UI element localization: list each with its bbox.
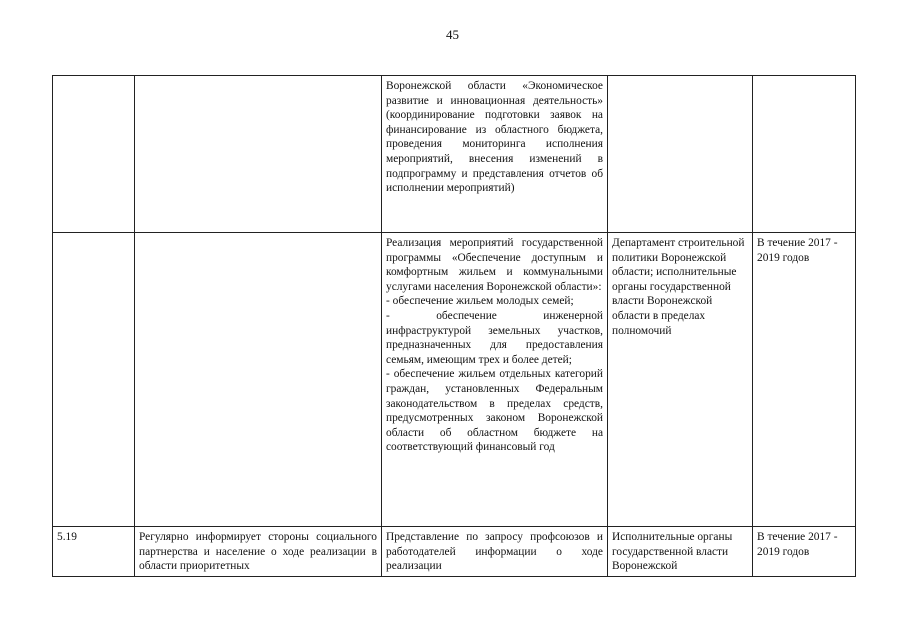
table-row — [53, 76, 856, 233]
term-cell — [753, 233, 856, 527]
activity-paragraph: - обеспечение инженерной инфраструктурой земельных участков, предназначенных для предоставления семьям, имеющим трех и более детей; — [386, 309, 603, 366]
activity-paragraph: - обеспечение жильем молодых семей; — [386, 295, 574, 308]
description-cell — [135, 76, 382, 233]
activity-cell — [382, 76, 608, 233]
page-number: 45 — [446, 27, 459, 42]
term-cell — [753, 76, 856, 233]
measures-table — [52, 75, 856, 577]
row-number-cell — [53, 76, 135, 233]
activity-cell — [382, 527, 608, 577]
responsible-text: Исполнительные органы государственной власти Воронежской — [612, 531, 733, 573]
description-cell: Регулярно информирует стороны социального партнерства и население о ходе реализации в области приоритетных — [135, 527, 382, 577]
term-text: В течение 2017 - 2019 годов — [757, 531, 838, 558]
activity-cell — [382, 233, 608, 527]
table-row — [53, 527, 856, 577]
activity-paragraph: Представление по запросу профсоюзов и работодателей информации о ходе реализации — [386, 531, 603, 573]
row-number-cell: 5.19 — [53, 527, 135, 577]
activity-paragraph: Реализация мероприятий государственной программы «Обеспечение доступным и комфортным жильем и коммунальными услугами населения Воронежской области»: — [386, 237, 603, 293]
responsible-cell — [608, 527, 753, 577]
responsible-text: Департамент строительной политики Воронежской области; исполнительные органы государственной власти Воронежской области в пределах полномочий — [612, 237, 745, 337]
description-cell — [135, 233, 382, 527]
activity-paragraph: Воронежской области «Экономическое развитие и инновационная деятельность» (координирование подготовки заявок на финансирование из областного бюджета, проведения мониторинга исполнения мероприятий, внесения изменений в подпрограмму и представления отчетов об исполнении мероприятий) — [386, 80, 603, 195]
responsible-cell — [608, 76, 753, 233]
term-cell — [753, 527, 856, 577]
row-number-cell — [53, 233, 135, 527]
responsible-cell — [608, 233, 753, 527]
activity-paragraph: - обеспечение жильем отдельных категорий граждан, установленных Федеральным законодательством в пределах средств, предусмотренных законом Воронежской области об областном бюджете на соответствующий финансовый год — [386, 368, 603, 454]
table-row — [53, 233, 856, 527]
term-text: В течение 2017 - 2019 годов — [757, 237, 838, 264]
